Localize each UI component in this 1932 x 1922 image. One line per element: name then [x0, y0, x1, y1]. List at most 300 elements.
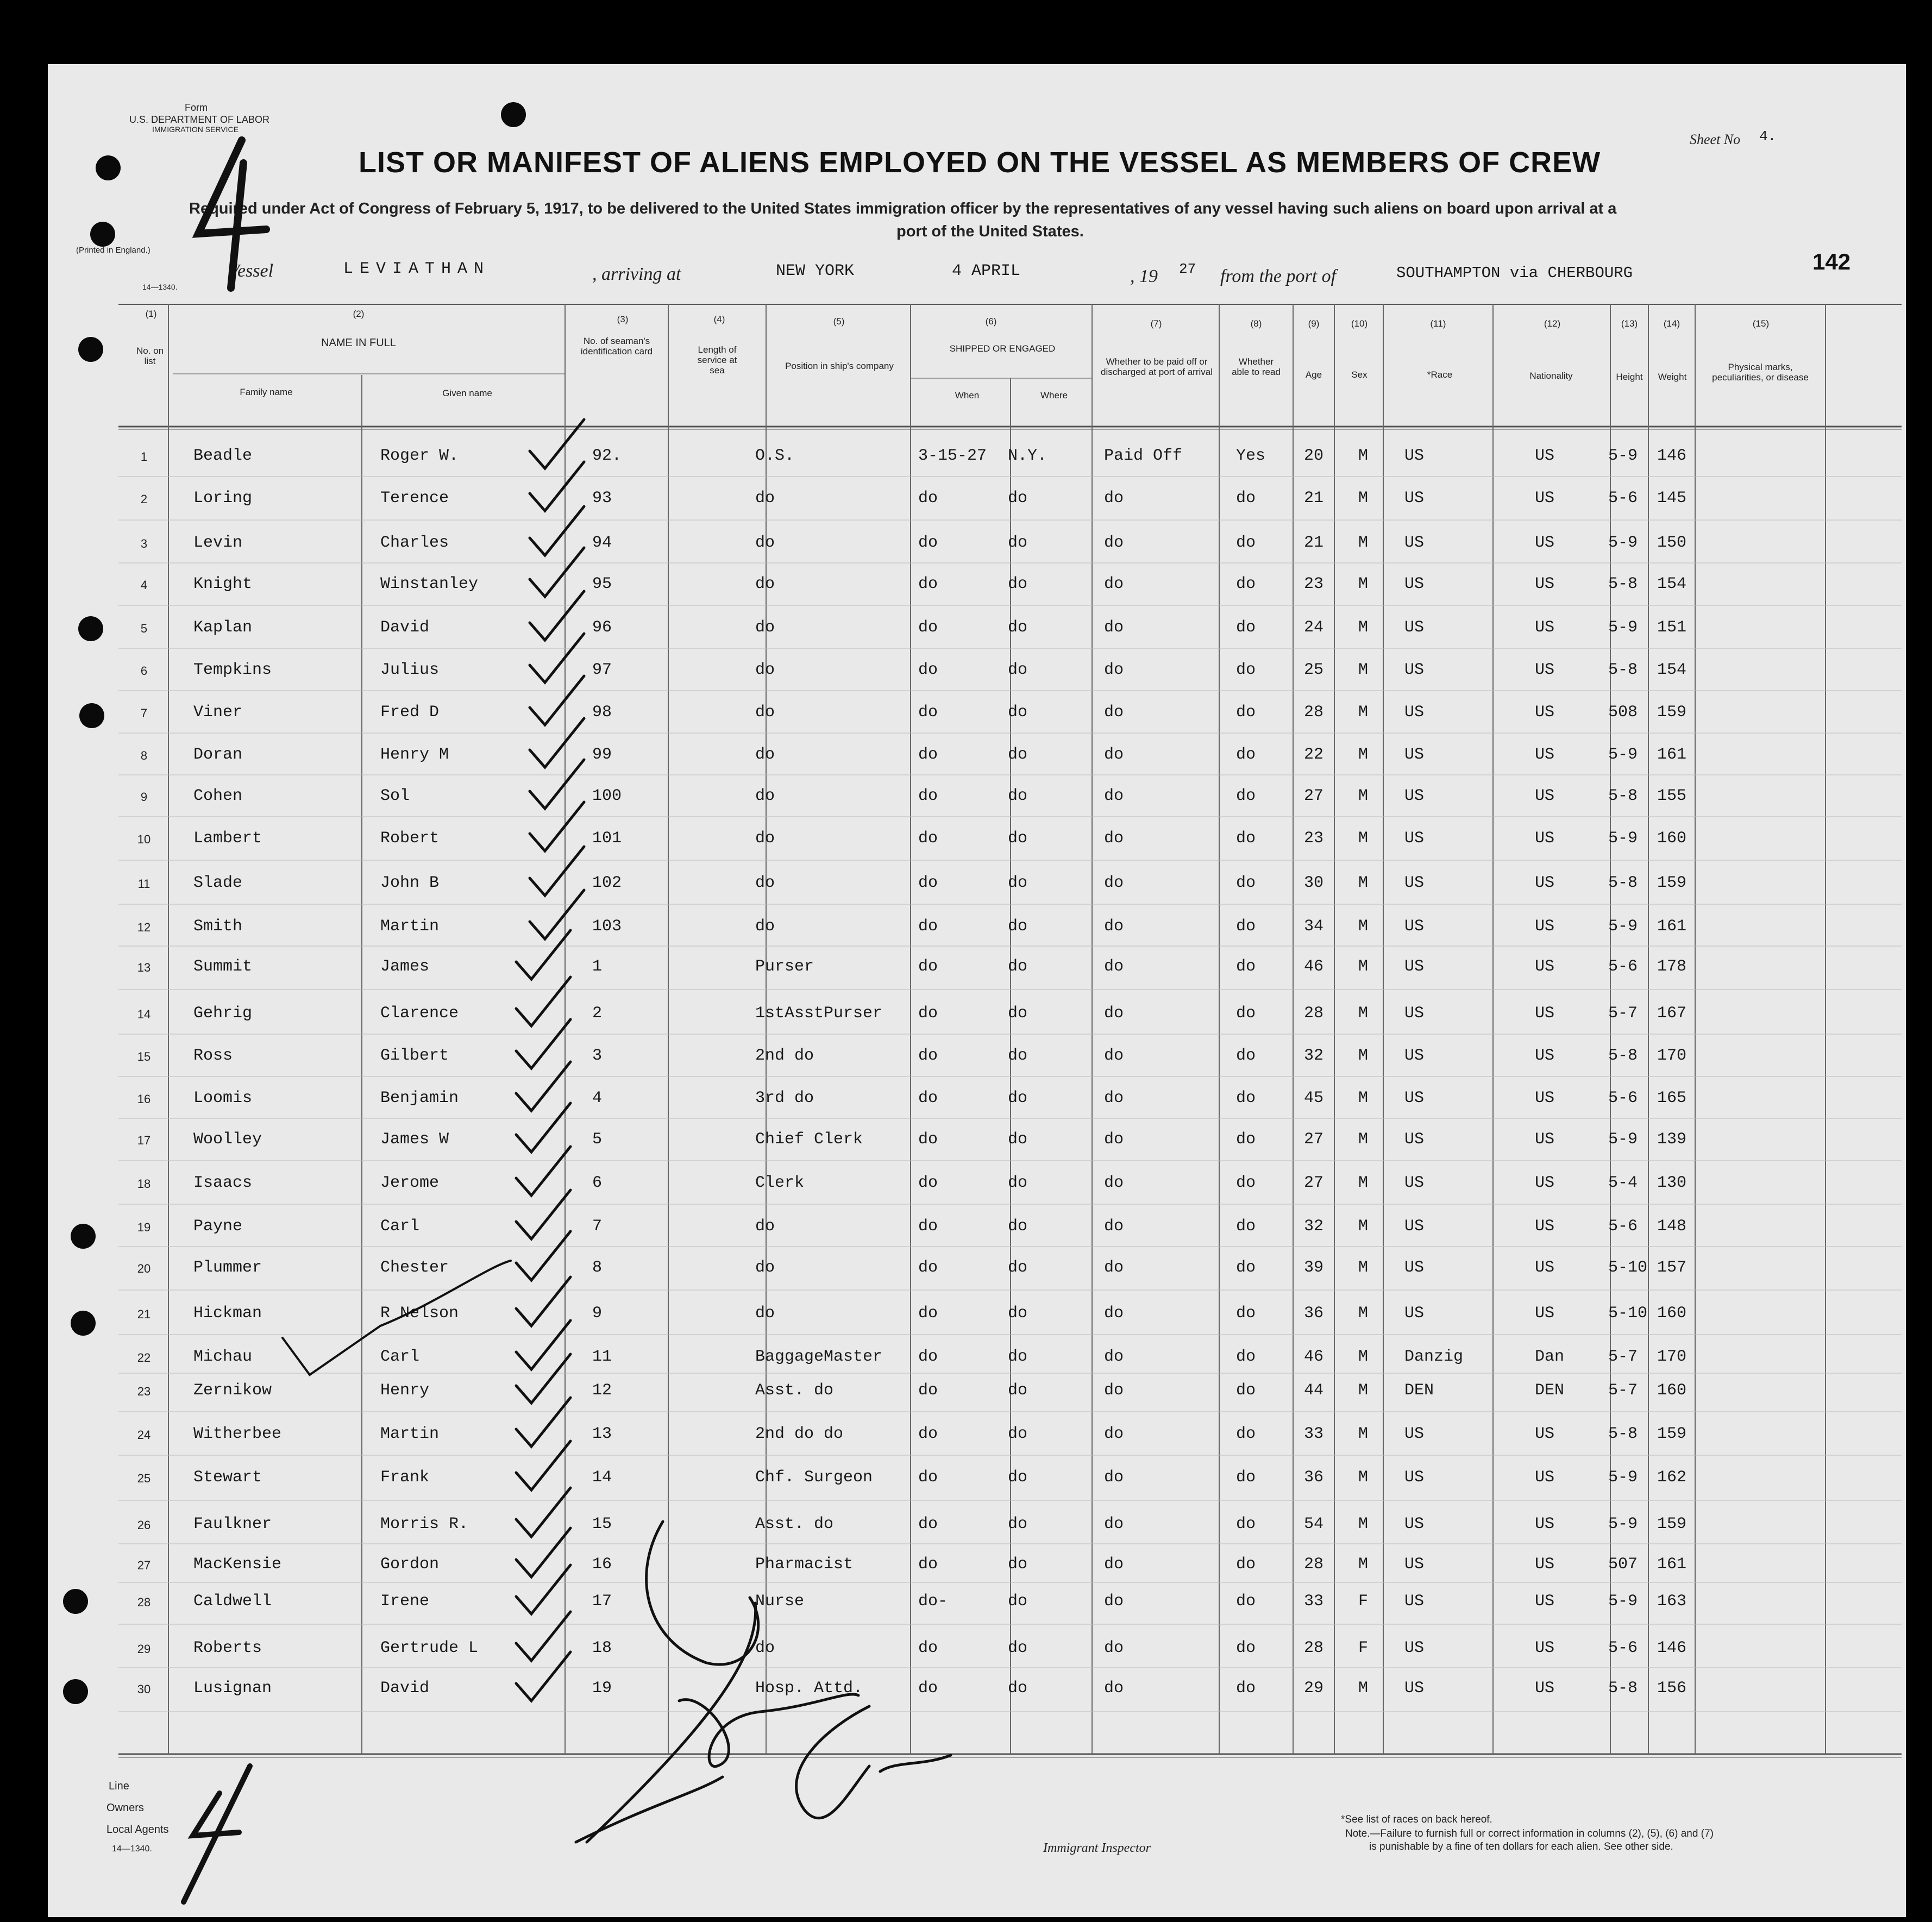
fine-note: Note.—Failure to furnish full or correct information in columns (2), (5), (6) and (7) [1345, 1828, 1714, 1839]
col-header-number: (11) [1430, 318, 1446, 329]
cell-paid: do [1104, 1174, 1124, 1192]
cell-when: do [918, 1381, 938, 1400]
cell-card: 6 [592, 1174, 603, 1192]
cell-weight: 154 [1657, 661, 1687, 679]
inspector-signature [576, 1522, 951, 1842]
cell-where: do [1008, 618, 1028, 637]
cell-given: Carl [380, 1217, 420, 1236]
cell-when: do [918, 703, 938, 722]
cell-family: Slade [193, 874, 243, 892]
page-number: 142 [1812, 249, 1851, 274]
cell-age: 46 [1304, 957, 1324, 976]
check-mark [283, 1261, 511, 1375]
check-mark [516, 1190, 570, 1239]
cell-race: US [1404, 1217, 1425, 1236]
cell-sex: M [1358, 534, 1369, 552]
cell-paid: Paid Off [1104, 447, 1183, 465]
cell-age: 28 [1304, 1639, 1324, 1657]
cell-race: US [1404, 917, 1425, 936]
cell-sex: M [1358, 1130, 1369, 1149]
cell-where: do [1008, 1592, 1028, 1611]
cell-nat: US [1535, 1468, 1555, 1487]
cell-weight: 178 [1657, 957, 1687, 976]
cell-height: 5-6 [1608, 489, 1638, 508]
cell-where: do [1008, 874, 1028, 892]
cell-where: do [1008, 1047, 1028, 1065]
cell-given: James W [380, 1130, 449, 1149]
cell-height: 5-10 [1608, 1304, 1648, 1323]
cell-nat: US [1535, 661, 1555, 679]
col-header-given-name: Given name [442, 388, 492, 398]
cell-race: US [1404, 489, 1425, 508]
cell-when: do [918, 829, 938, 848]
cell-read: do [1236, 746, 1256, 764]
cell-age: 21 [1304, 534, 1324, 552]
cell-race: US [1404, 1592, 1425, 1611]
cell-weight: 160 [1657, 1304, 1687, 1323]
cell-read: do [1236, 703, 1256, 722]
cell-when: do- [918, 1592, 948, 1611]
cell-race: US [1404, 1639, 1425, 1657]
check-mark [516, 1528, 570, 1577]
cell-family: Tempkins [193, 661, 272, 679]
col-header-family-name: Family name [240, 387, 293, 397]
cell-weight: 157 [1657, 1259, 1687, 1277]
cell-nat: US [1535, 1217, 1555, 1236]
cell-position: 3rd do [755, 1089, 814, 1107]
cell-where: do [1008, 957, 1028, 976]
cell-weight: 159 [1657, 1425, 1687, 1443]
cell-paid: do [1104, 1047, 1124, 1065]
check-mark [530, 420, 584, 468]
cell-weight: 160 [1657, 1381, 1687, 1400]
cell-card: 2 [592, 1004, 603, 1023]
cell-position: do [755, 787, 775, 805]
cell-where: do [1008, 1468, 1028, 1487]
cell-given: Martin [380, 917, 440, 936]
col-header-number: (5) [833, 316, 845, 327]
arrival-date: 4 APRIL [952, 262, 1021, 280]
cell-read: do [1236, 1592, 1256, 1611]
row-number: 25 [137, 1472, 151, 1485]
cell-where: do [1008, 1089, 1028, 1107]
cell-race: Danzig [1404, 1348, 1464, 1366]
cell-race: US [1404, 746, 1425, 764]
cell-sex: M [1358, 575, 1369, 593]
cell-position: 2nd do [755, 1047, 814, 1065]
cell-paid: do [1104, 1348, 1124, 1366]
cell-height: 508 [1608, 703, 1638, 722]
cell-race: US [1404, 1555, 1425, 1574]
cell-when: do [918, 489, 938, 508]
col-header-number: (10) [1351, 318, 1368, 329]
cell-height: 5-9 [1608, 1592, 1638, 1611]
cell-family: Levin [193, 534, 243, 552]
cell-age: 39 [1304, 1259, 1324, 1277]
footer-form-number: 14—1340. [112, 1844, 152, 1854]
row-number: 24 [137, 1428, 151, 1442]
cell-family: Beadle [193, 447, 253, 465]
cell-weight: 161 [1657, 1555, 1687, 1574]
cell-sex: M [1358, 1089, 1369, 1107]
cell-age: 29 [1304, 1679, 1324, 1698]
cell-paid: do [1104, 1679, 1124, 1698]
cell-given: Jerome [380, 1174, 440, 1192]
cell-given: John B [380, 874, 440, 892]
cell-read: do [1236, 1679, 1256, 1698]
cell-given: Carl [380, 1348, 420, 1366]
col-header-race: *Race [1427, 370, 1453, 380]
cell-paid: do [1104, 489, 1124, 508]
sheet-label: Sheet No [1690, 132, 1741, 147]
cell-height: 5-4 [1608, 1174, 1638, 1192]
cell-when: do [918, 1515, 938, 1533]
cell-age: 28 [1304, 1555, 1324, 1574]
departure-port: SOUTHAMPTON via CHERBOURG [1396, 264, 1633, 282]
cell-sex: M [1358, 1468, 1369, 1487]
col-header-position: Position in ship's company [785, 361, 894, 371]
row-number: 1 [140, 450, 148, 464]
cell-height: 5-7 [1608, 1381, 1638, 1400]
cell-read: do [1236, 1174, 1256, 1192]
row-number: 5 [140, 622, 148, 635]
cell-age: 27 [1304, 1174, 1324, 1192]
cell-card: 93 [592, 489, 612, 508]
cell-where: do [1008, 1130, 1028, 1149]
cell-nat: US [1535, 1004, 1555, 1023]
cell-family: Knight [193, 575, 253, 593]
check-mark [516, 1231, 570, 1280]
row-number: 12 [137, 921, 151, 934]
cell-weight: 154 [1657, 575, 1687, 593]
cell-race: US [1404, 447, 1425, 465]
row-number: 26 [137, 1518, 151, 1532]
cell-paid: do [1104, 917, 1124, 936]
cell-read: do [1236, 1555, 1256, 1574]
cell-sex: M [1358, 1425, 1369, 1443]
cell-race: US [1404, 1174, 1425, 1192]
row-number: 23 [137, 1385, 151, 1398]
cell-sex: M [1358, 957, 1369, 976]
cell-read: do [1236, 917, 1256, 936]
cell-family: Kaplan [193, 618, 253, 637]
cell-height: 5-8 [1608, 787, 1638, 805]
cell-read: do [1236, 874, 1256, 892]
cell-race: US [1404, 829, 1425, 848]
cell-family: Gehrig [193, 1004, 253, 1023]
cell-paid: do [1104, 618, 1124, 637]
cell-given: R Nelson [380, 1304, 459, 1323]
printed-label: (Printed in England.) [76, 246, 150, 255]
cell-where: do [1008, 1425, 1028, 1443]
cell-where: do [1008, 1381, 1028, 1400]
cell-when: do [918, 618, 938, 637]
col-header-number: (12) [1544, 318, 1561, 329]
cell-family: Witherbee [193, 1425, 282, 1443]
cell-paid: do [1104, 1425, 1124, 1443]
cell-nat: US [1535, 489, 1555, 508]
document-subtitle: Required under Act of Congress of February 5, 1917, to be delivered to the United States immigration officer by the representatives of any vessel having such aliens on board upon arrival at a [189, 200, 1617, 217]
cell-sex: M [1358, 1047, 1369, 1065]
cell-given: Winstanley [380, 575, 479, 593]
cell-weight: 165 [1657, 1089, 1687, 1107]
cell-read: do [1236, 618, 1256, 637]
cell-given: Henry [380, 1381, 430, 1400]
cell-paid: do [1104, 1639, 1124, 1657]
cell-nat: US [1535, 746, 1555, 764]
cell-race: US [1404, 1130, 1425, 1149]
cell-age: 27 [1304, 1130, 1324, 1149]
cell-when: do [918, 1259, 938, 1277]
col-header-card-number: No. of seaman's identification card [580, 336, 653, 356]
cell-height: 5-9 [1608, 1515, 1638, 1533]
cell-nat: US [1535, 1592, 1555, 1611]
cell-card: 3 [592, 1047, 603, 1065]
cell-when: do [918, 1639, 938, 1657]
cell-paid: do [1104, 874, 1124, 892]
cell-height: 5-9 [1608, 1130, 1638, 1149]
col-header-age: Age [1305, 370, 1322, 380]
check-mark [516, 1612, 570, 1661]
cell-where: do [1008, 746, 1028, 764]
cell-given: Fred D [380, 703, 440, 722]
check-mark [530, 847, 584, 896]
cell-position: do [755, 661, 775, 679]
cell-when: do [918, 1468, 938, 1487]
cell-age: 32 [1304, 1047, 1324, 1065]
cell-where: do [1008, 917, 1028, 936]
cell-read: Yes [1236, 447, 1266, 465]
cell-given: Clarence [380, 1004, 459, 1023]
cell-family: Hickman [193, 1304, 262, 1323]
cell-paid: do [1104, 1381, 1124, 1400]
cell-given: Gilbert [380, 1047, 449, 1065]
cell-when: do [918, 746, 938, 764]
cell-race: US [1404, 1047, 1425, 1065]
row-number: 29 [137, 1642, 151, 1656]
cell-age: 32 [1304, 1217, 1324, 1236]
cell-family: Isaacs [193, 1174, 253, 1192]
cell-age: 28 [1304, 703, 1324, 722]
cell-weight: 146 [1657, 447, 1687, 465]
cell-weight: 159 [1657, 874, 1687, 892]
cell-where: do [1008, 1515, 1028, 1533]
cell-sex: M [1358, 1217, 1369, 1236]
cell-sex: M [1358, 703, 1369, 722]
cell-given: Henry M [380, 746, 449, 764]
check-mark [530, 591, 584, 640]
cell-given: Robert [380, 829, 440, 848]
col-header-number: (3) [617, 314, 629, 324]
cell-weight: 155 [1657, 787, 1687, 805]
footer-line-label: Line [109, 1780, 129, 1792]
cell-age: 45 [1304, 1089, 1324, 1107]
col-header-service-length: Length of service at sea [697, 345, 737, 375]
cell-card: 17 [592, 1592, 612, 1611]
cell-family: Roberts [193, 1639, 262, 1657]
cell-family: Loring [193, 489, 253, 508]
cell-race: US [1404, 1515, 1425, 1533]
check-mark [516, 1019, 570, 1068]
row-number: 6 [140, 664, 148, 678]
col-header-physical-marks: Physical marks, peculiarities, or disease [1712, 362, 1809, 383]
cell-race: DEN [1404, 1381, 1434, 1400]
cell-nat: DEN [1535, 1381, 1565, 1400]
check-mark [516, 1652, 570, 1701]
document-subtitle-2: port of the United States. [896, 223, 1084, 240]
cell-where: do [1008, 1004, 1028, 1023]
cell-paid: do [1104, 703, 1124, 722]
cell-nat: US [1535, 1515, 1555, 1533]
cell-height: 5-9 [1608, 917, 1638, 936]
cell-height: 5-9 [1608, 746, 1638, 764]
cell-weight: 170 [1657, 1047, 1687, 1065]
cell-position: do [755, 618, 775, 637]
cell-where: do [1008, 1217, 1028, 1236]
check-mark [530, 676, 584, 725]
sheet-number: 4. [1759, 128, 1777, 145]
cell-nat: US [1535, 703, 1555, 722]
cell-sex: M [1358, 1174, 1369, 1192]
document-title: LIST OR MANIFEST OF ALIENS EMPLOYED ON THE VESSEL AS MEMBERS OF CREW [359, 146, 1601, 179]
arriving-label: , arriving at [592, 264, 681, 284]
cell-card: 97 [592, 661, 612, 679]
cell-height: 5-6 [1608, 1217, 1638, 1236]
col-header-when: When [955, 390, 980, 400]
cell-race: US [1404, 1259, 1425, 1277]
cell-family: Smith [193, 917, 243, 936]
cell-family: Viner [193, 703, 243, 722]
cell-read: do [1236, 1348, 1256, 1366]
cell-height: 5-6 [1608, 1639, 1638, 1657]
cell-paid: do [1104, 746, 1124, 764]
cell-read: do [1236, 1047, 1256, 1065]
col-header-no-on-list: No. on list [136, 346, 164, 366]
cell-sex: M [1358, 1679, 1369, 1698]
cell-nat: US [1535, 1425, 1555, 1443]
cell-age: 21 [1304, 489, 1324, 508]
cell-position: Purser [755, 957, 814, 976]
cell-weight: 151 [1657, 618, 1687, 637]
cell-given: Frank [380, 1468, 430, 1487]
cell-card: 95 [592, 575, 612, 593]
check-mark [530, 760, 584, 809]
check-mark [516, 1147, 570, 1195]
from-label: from the port of [1220, 266, 1337, 286]
cell-when: do [918, 1304, 938, 1323]
cell-given: Irene [380, 1592, 430, 1611]
cell-sex: M [1358, 1381, 1369, 1400]
cell-nat: US [1535, 917, 1555, 936]
cell-when: do [918, 917, 938, 936]
col-header-sex: Sex [1351, 370, 1368, 380]
cell-when: do [918, 661, 938, 679]
cell-when: do [918, 534, 938, 552]
row-number: 9 [140, 790, 148, 804]
col-header-shipped-or-engaged: SHIPPED OR ENGAGED [949, 343, 1056, 354]
cell-when: do [918, 1047, 938, 1065]
row-number: 20 [137, 1262, 151, 1275]
cell-read: do [1236, 1381, 1256, 1400]
immigrant-inspector-label: Immigrant Inspector [1043, 1841, 1151, 1855]
cell-position: 2nd do do [755, 1425, 844, 1443]
cell-position: do [755, 1639, 775, 1657]
cell-given: Martin [380, 1425, 440, 1443]
cell-card: 98 [592, 703, 612, 722]
cell-when: do [918, 1089, 938, 1107]
cell-age: 54 [1304, 1515, 1324, 1533]
cell-family: MacKensie [193, 1555, 282, 1574]
cell-read: do [1236, 1089, 1256, 1107]
check-mark [530, 462, 584, 511]
cell-weight: 139 [1657, 1130, 1687, 1149]
row-number: 28 [137, 1595, 151, 1609]
cell-position: Clerk [755, 1174, 805, 1192]
cell-where: do [1008, 534, 1028, 552]
cell-nat: US [1535, 1259, 1555, 1277]
cell-card: 13 [592, 1425, 612, 1443]
cell-height: 5-6 [1608, 957, 1638, 976]
cell-family: Payne [193, 1217, 243, 1236]
form-number: 14—1340. [142, 283, 178, 291]
department-label: U.S. DEPARTMENT OF LABOR [129, 114, 270, 125]
cell-race: US [1404, 661, 1425, 679]
cell-height: 5-7 [1608, 1004, 1638, 1023]
cell-given: Terence [380, 489, 449, 508]
cell-card: 11 [592, 1348, 612, 1366]
cell-where: do [1008, 1679, 1028, 1698]
cell-race: US [1404, 1468, 1425, 1487]
cell-position: do [755, 917, 775, 936]
cell-card: 18 [592, 1639, 612, 1657]
cell-height: 5-9 [1608, 534, 1638, 552]
cell-height: 5-8 [1608, 1047, 1638, 1065]
cell-family: Lusignan [193, 1679, 272, 1698]
cell-card: 16 [592, 1555, 612, 1574]
vessel-label: Vessel [228, 261, 274, 281]
cell-nat: US [1535, 1130, 1555, 1149]
cell-when: do [918, 1348, 938, 1366]
cell-position: BaggageMaster [755, 1348, 883, 1366]
cell-weight: 170 [1657, 1348, 1687, 1366]
cell-age: 20 [1304, 447, 1324, 465]
cell-nat: US [1535, 829, 1555, 848]
cell-nat: US [1535, 575, 1555, 593]
check-mark [516, 1441, 570, 1490]
cell-read: do [1236, 661, 1256, 679]
cell-family: Cohen [193, 787, 243, 805]
cell-height: 5-8 [1608, 874, 1638, 892]
cell-paid: do [1104, 1130, 1124, 1149]
cell-nat: US [1535, 534, 1555, 552]
cell-card: 19 [592, 1679, 612, 1698]
cell-sex: F [1358, 1639, 1369, 1657]
cell-when: do [918, 957, 938, 976]
cell-given: Chester [380, 1259, 449, 1277]
cell-sex: M [1358, 661, 1369, 679]
cell-weight: 159 [1657, 1515, 1687, 1533]
cell-position: Hosp. Attd. [755, 1679, 863, 1698]
col-header-number: (6) [985, 316, 997, 327]
cell-paid: do [1104, 1555, 1124, 1574]
cell-sex: M [1358, 489, 1369, 508]
cell-height: 5-8 [1608, 1679, 1638, 1698]
cell-position: do [755, 703, 775, 722]
check-mark [516, 1277, 570, 1326]
cell-nat: US [1535, 957, 1555, 976]
cell-read: do [1236, 1304, 1256, 1323]
row-number: 19 [137, 1220, 151, 1234]
